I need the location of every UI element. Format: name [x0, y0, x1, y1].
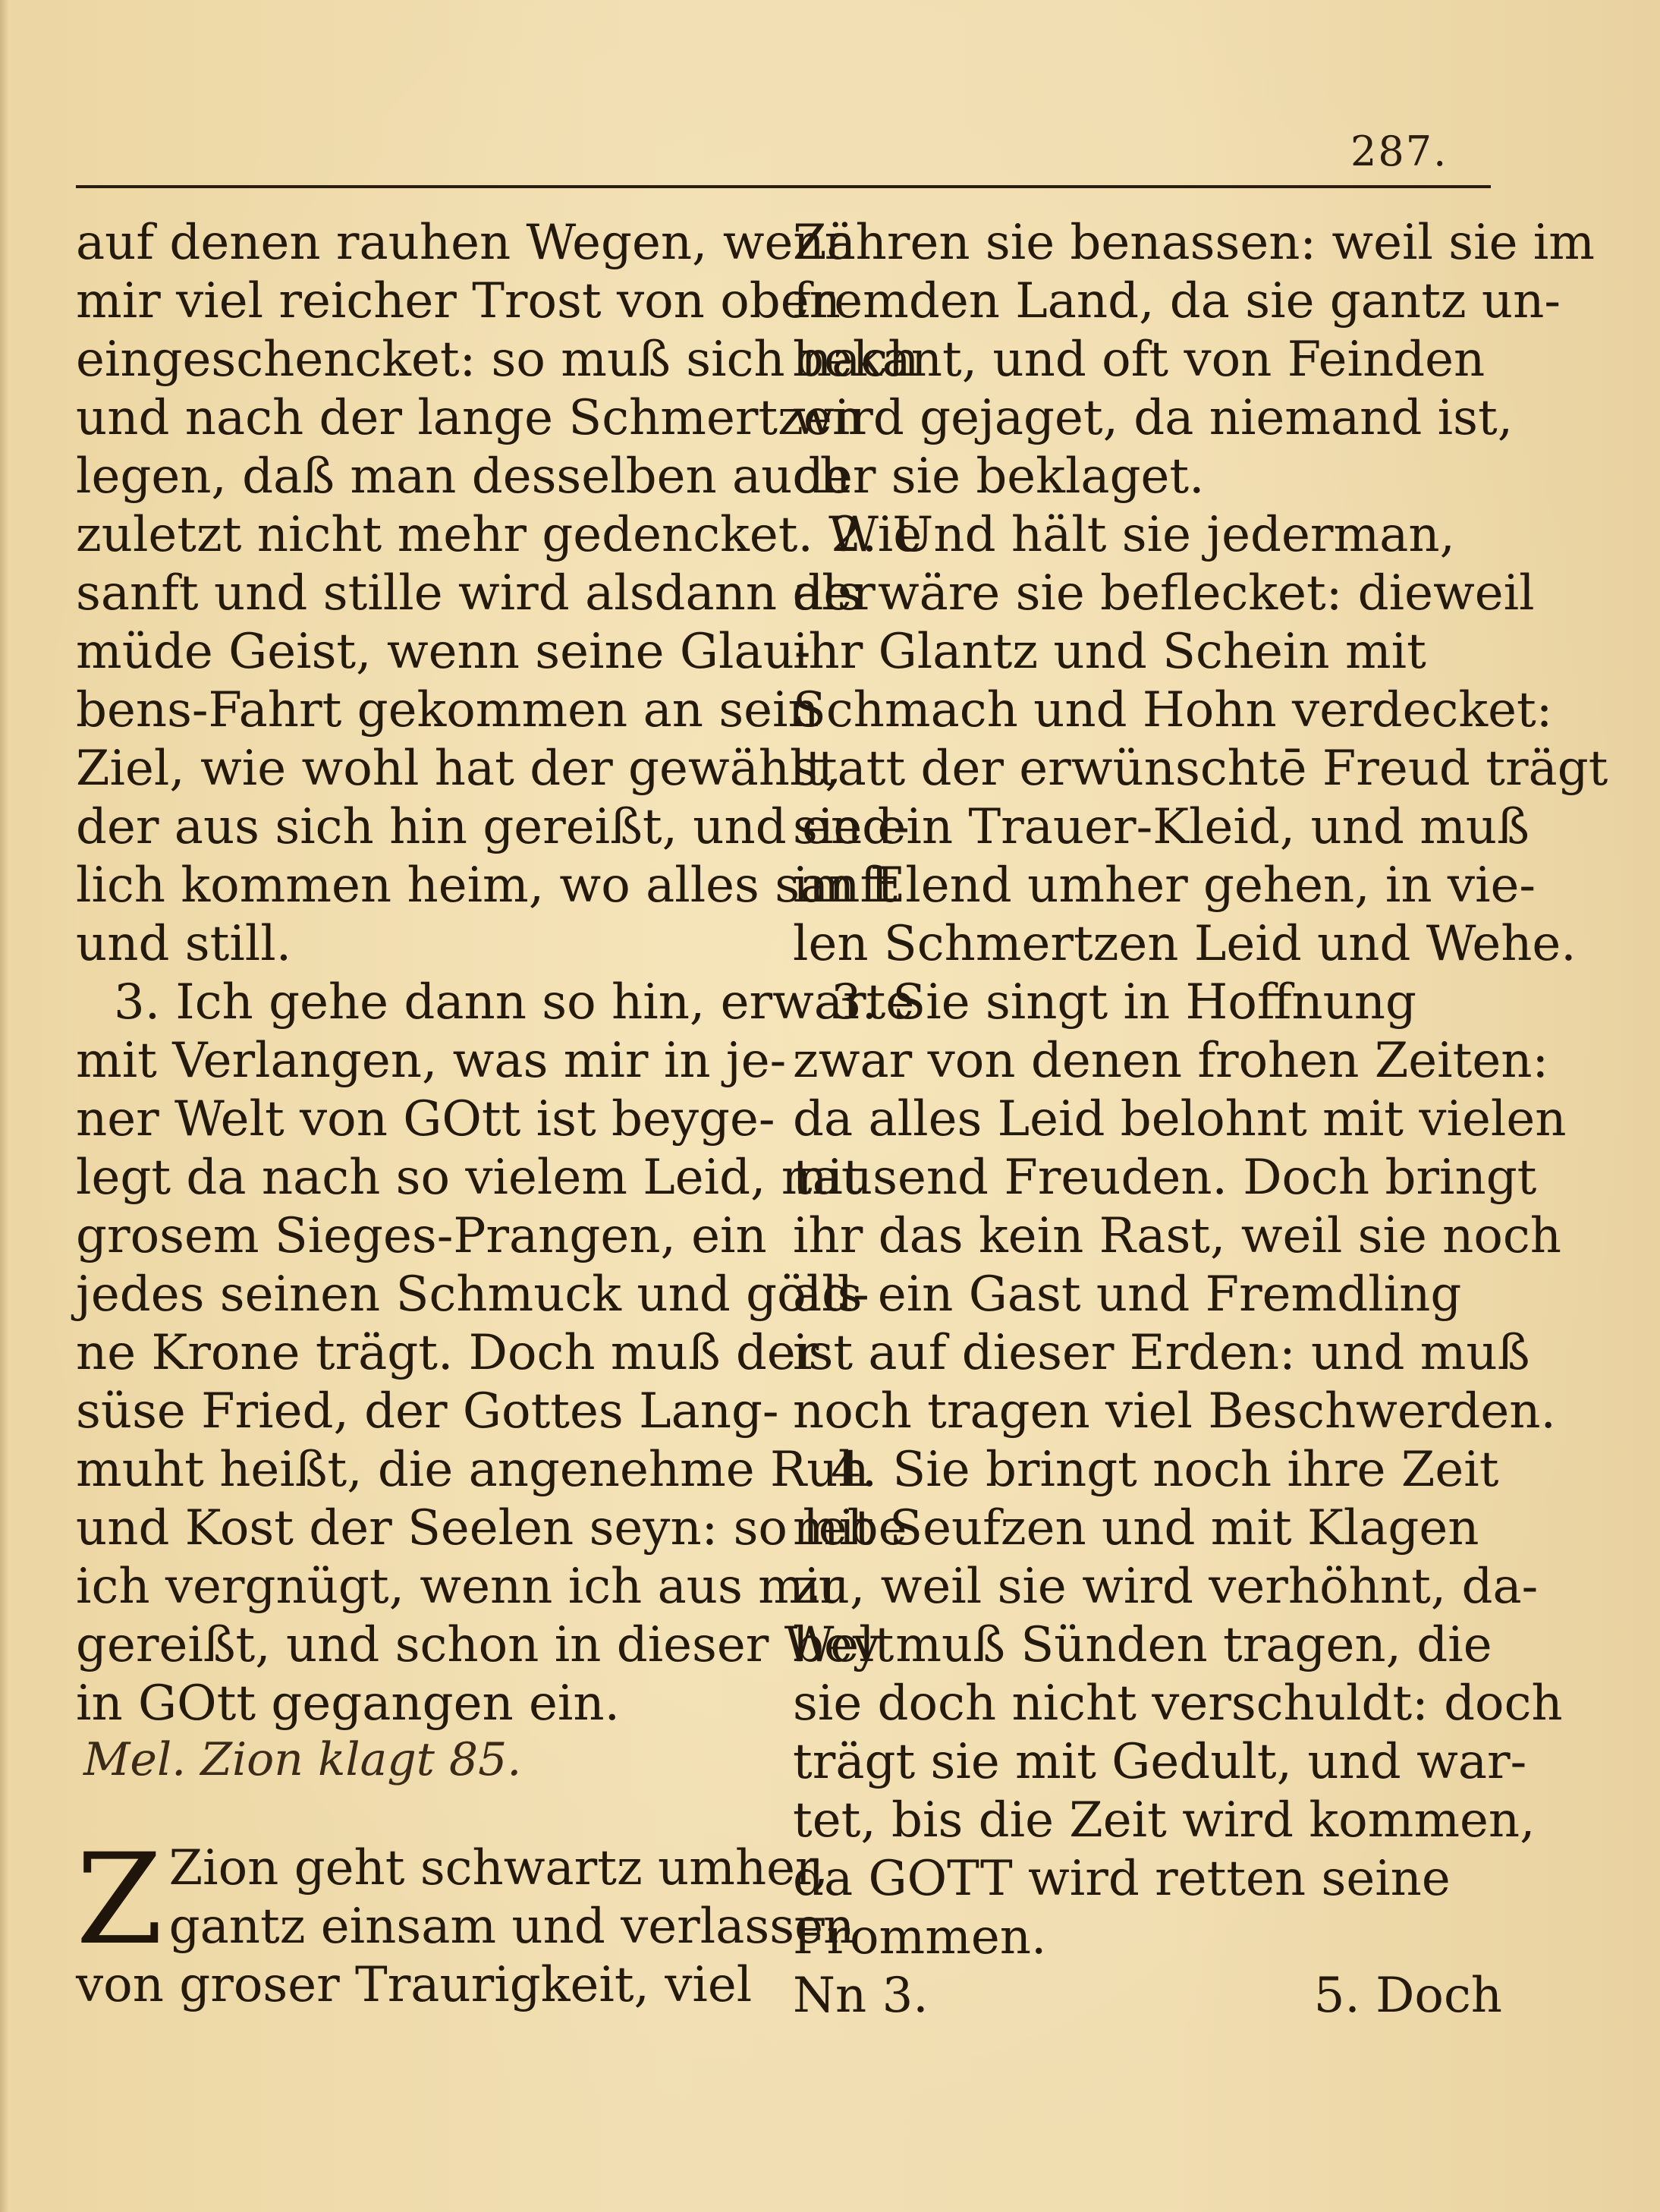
text-line: süse Fried, der Gottes Lang- — [76, 1383, 779, 1440]
text-line: bekant, und oft von Feinden — [793, 332, 1486, 388]
text-line: in GOtt gegangen ein. — [76, 1676, 620, 1732]
hymn-opening — [76, 1827, 855, 1972]
text-line: zuletzt nicht mehr gedencket. Wie — [76, 507, 923, 563]
drop-cap: Z — [76, 1827, 163, 1972]
text-line: tausend Freuden. Doch bringt — [793, 1150, 1537, 1206]
text-line: len Schmertzen Leid und Wehe. — [793, 916, 1577, 972]
text-line: und still. — [76, 916, 292, 972]
text-line: legen, daß man desselben auch — [76, 448, 851, 505]
text-line: jedes seinen Schmuck und göld- — [76, 1266, 869, 1323]
text-line: gereißt, und schon in dieser Welt — [76, 1617, 894, 1673]
text-line: ner Welt von GOtt ist beyge- — [76, 1091, 775, 1147]
text-line: tet, bis die Zeit wird kommen, — [793, 1792, 1536, 1849]
text-line: der sie beklaget. — [793, 448, 1205, 505]
stanza-start-line: 3. Sie singt in Hoffnung — [831, 974, 1416, 1030]
text-line: mit Seufzen und mit Klagen — [793, 1500, 1479, 1556]
text-line: der aus sich hin gereißt, und end- — [76, 799, 910, 855]
text-line: auf denen rauhen Wegen, wenn — [76, 215, 856, 271]
text-line: trägt sie mit Gedult, und war- — [793, 1734, 1527, 1790]
text-line: mir viel reicher Trost von oben — [76, 273, 841, 329]
text-line: Schmach und Hohn verdecket: — [793, 682, 1553, 738]
handwritten-melody-note: Mel. Zion klagt 85. — [83, 1733, 522, 1786]
signature-mark: Nn 3. — [793, 1968, 929, 2024]
text-line: ne Krone trägt. Doch muß der — [76, 1325, 819, 1381]
text-line: statt der erwünschtē Freud trägt — [793, 741, 1608, 797]
text-line: ihr das kein Rast, weil sie noch — [793, 1208, 1561, 1264]
text-line: da GOTT wird retten seine — [793, 1851, 1451, 1907]
text-line: mit Verlangen, was mir in je- — [76, 1033, 787, 1089]
text-line: da alles Leid belohnt mit vielen — [793, 1091, 1567, 1147]
text-line: muht heißt, die angenehme Ruh — [76, 1442, 869, 1498]
text-line: zwar von denen frohen Zeiten: — [793, 1033, 1548, 1089]
text-line: müde Geist, wenn seine Glau- — [76, 624, 811, 680]
text-line: ist auf dieser Erden: und muß — [793, 1325, 1530, 1381]
text-line: als wäre sie beflecket: dieweil — [793, 565, 1535, 621]
text-line: als ein Gast und Fremdling — [793, 1266, 1462, 1323]
text-line: bey muß Sünden tragen, die — [793, 1617, 1492, 1673]
stanza-start-line: 3. Ich gehe dann so hin, erwarte — [114, 974, 915, 1030]
text-line: noch tragen viel Beschwerden. — [793, 1383, 1556, 1440]
text-line: lich kommen heim, wo alles sanft — [76, 857, 898, 914]
text-line: zu, weil sie wird verhöhnt, da- — [793, 1559, 1539, 1615]
text-line: ihr Glantz und Schein mit — [793, 624, 1426, 680]
stanza-start-line: 4. Sie bringt noch ihre Zeit — [831, 1442, 1499, 1498]
text-line: im Elend umher gehen, in vie- — [793, 857, 1536, 914]
footer-row — [793, 1967, 1502, 2025]
text-line: wird gejaget, da niemand ist, — [793, 390, 1514, 446]
hymn-line: von groser Traurigkeit, viel — [76, 1957, 753, 2013]
hymn-line: gantz einsam und verlassen — [168, 1899, 855, 1955]
text-line: grosem Sieges-Prangen, ein — [76, 1208, 767, 1264]
hymn-line: Zion geht schwartz umher, — [168, 1840, 828, 1896]
header-rule — [76, 185, 1491, 188]
text-line: sie ein Trauer-Kleid, und muß — [793, 799, 1530, 855]
text-line: und nach der lange Schmertzen — [76, 390, 863, 446]
right-column — [793, 214, 1608, 2025]
text-line: bens-Fahrt gekommen an sein — [76, 682, 819, 738]
text-line: sanft und stille wird alsdann der — [76, 565, 876, 621]
stanza-start-line: 2. Und hält sie jederman, — [831, 507, 1455, 563]
text-line: eingeschencket: so muß sich nach — [76, 332, 920, 388]
page-number: 287. — [1350, 127, 1448, 175]
page-edge-shadow — [0, 0, 9, 2212]
text-line: Zähren sie benassen: weil sie im — [793, 215, 1595, 271]
text-line: Frommen. — [793, 1909, 1047, 1965]
text-line: und Kost der Seelen seyn: so lebe — [76, 1500, 907, 1556]
text-line: Ziel, wie wohl hat der gewählt, — [76, 741, 841, 797]
text-line: legt da nach so vielem Leid, mit — [76, 1150, 863, 1206]
text-line: sie doch nicht verschuldt: doch — [793, 1676, 1563, 1732]
text-line: ich vergnügt, wenn ich aus mir — [76, 1559, 843, 1615]
catchword: 5. Doch — [1313, 1968, 1502, 2024]
text-line: fremden Land, da sie gantz un- — [793, 273, 1561, 329]
